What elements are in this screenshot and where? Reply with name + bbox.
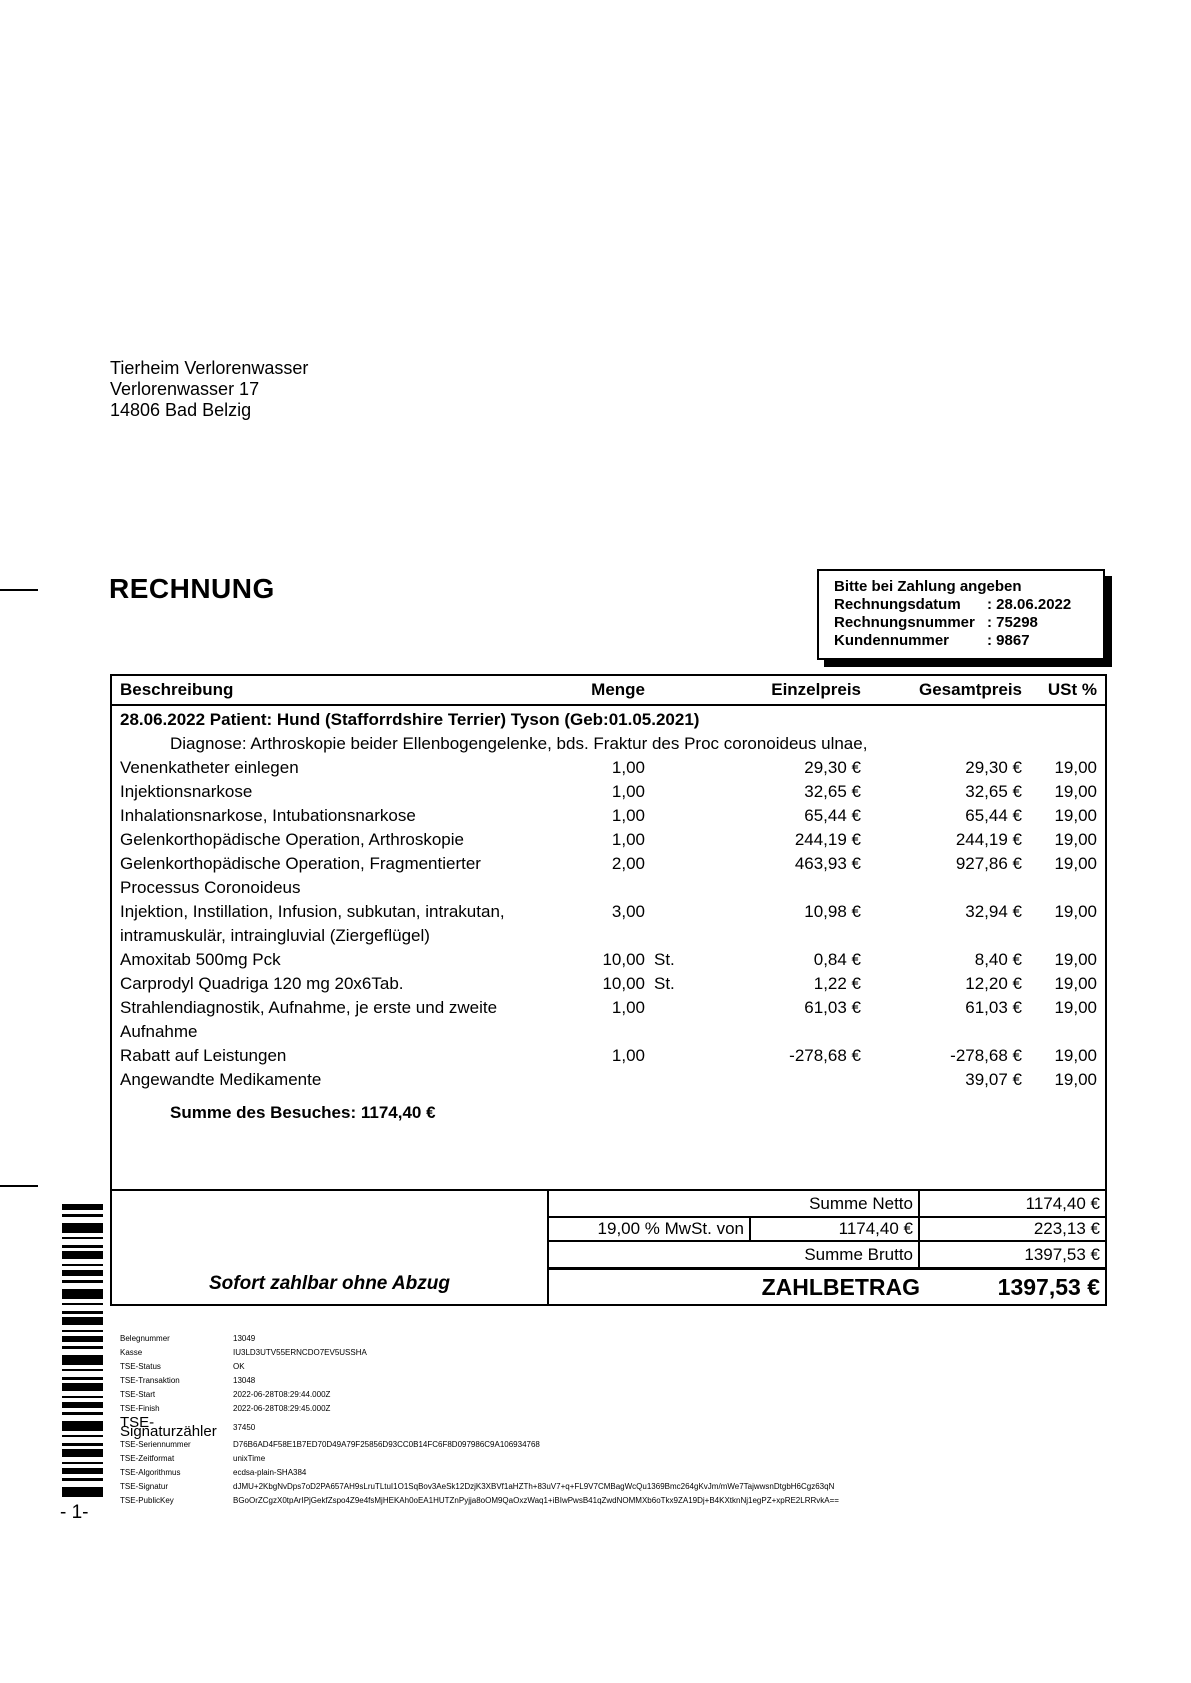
netto-row xyxy=(549,1191,1105,1218)
payment-note: Sofort zahlbar ohne Abzug xyxy=(208,1273,450,1294)
tse-row xyxy=(120,1362,839,1371)
payment-note-cell xyxy=(112,1191,549,1304)
table-row xyxy=(112,972,1105,996)
item-quantity: 3,00 xyxy=(611,902,645,921)
info-value: : 28.06.2022 xyxy=(987,596,1072,613)
header-quantity: Menge xyxy=(591,680,645,699)
zahlbetrag-label: ZAHLBETRAG xyxy=(761,1273,920,1300)
tse-label: TSE-Finish xyxy=(120,1404,160,1413)
sender-name: Tierheim Verlorenwasser xyxy=(110,358,309,378)
item-unit-price: 0,84 € xyxy=(813,950,861,969)
fold-mark-bottom xyxy=(0,1185,38,1187)
table-row xyxy=(112,780,1105,804)
item-unit: St. xyxy=(654,950,675,969)
tse-signature-counter-row xyxy=(120,1414,839,1440)
brutto-row xyxy=(549,1242,1105,1270)
tse-value: dJMU+2KbgNvDps7oD2PA657AH9sLruTLtuI1O1SqBov3AeSk12DzjK3XBVf1aHZTh+83uV7+q+FL9V7CMBagWcQu1369Bmc264gKvJm/mWe7TajwwsnDtgbH6Cgz63qN xyxy=(233,1482,835,1491)
item-vat: 19,00 xyxy=(1054,950,1097,969)
item-total-price: 39,07 € xyxy=(965,1070,1022,1089)
table-row xyxy=(112,828,1105,852)
tse-label: TSE-Signatur xyxy=(120,1482,169,1491)
tse-value: IU3LD3UTV55ERNCDO7EV5USSHA xyxy=(233,1348,367,1357)
tse-value: ecdsa-plain-SHA384 xyxy=(233,1468,307,1477)
item-description: Injektionsnarkose xyxy=(120,782,253,801)
item-unit-price: 29,30 € xyxy=(804,758,861,777)
item-total-price: 8,40 € xyxy=(974,950,1022,969)
tse-row xyxy=(120,1390,839,1399)
mwst-row xyxy=(549,1218,1105,1242)
item-description: Strahlendiagnostik, Aufnahme, je erste und zweite Aufnahme xyxy=(120,998,498,1041)
netto-label: Summe Netto xyxy=(549,1191,920,1216)
table-row xyxy=(112,1044,1105,1068)
tse-value: 13049 xyxy=(233,1334,256,1343)
tse-label: TSE-Seriennummer xyxy=(120,1440,191,1449)
tse-row xyxy=(120,1348,839,1357)
item-description: Gelenkorthopädische Operation, Fragmentierter Processus Coronoideus xyxy=(120,854,481,897)
item-unit-price: 61,03 € xyxy=(804,998,861,1017)
sender-street: Verlorenwasser 17 xyxy=(110,379,260,399)
tse-label: Kasse xyxy=(120,1348,143,1357)
item-total-price: 61,03 € xyxy=(965,998,1022,1017)
tse-row xyxy=(120,1468,839,1477)
item-total-price: 29,30 € xyxy=(965,758,1022,777)
table-row xyxy=(112,996,1105,1044)
page-title: RECHNUNG xyxy=(109,573,275,604)
mwst-value: 223,13 € xyxy=(1033,1219,1100,1238)
tse-row xyxy=(120,1376,839,1385)
item-quantity: 1,00 xyxy=(611,758,645,777)
item-unit: St. xyxy=(654,974,675,993)
tse-row xyxy=(120,1454,839,1463)
tse-value: D76B6AD4F58E1B7ED70D49A79F25856D93CC0B14FC6F8D097986C9A106934768 xyxy=(233,1440,540,1449)
table-row xyxy=(112,900,1105,948)
item-description: Carprodyl Quadriga 120 mg 20x6Tab. xyxy=(120,974,404,993)
totals-section xyxy=(112,1189,1105,1306)
item-unit-price: 1,22 € xyxy=(813,974,861,993)
item-description: Injektion, Instillation, Infusion, subkutan, intrakutan, intramuskulär, intraingluvial (Ziergeflügel) xyxy=(120,902,505,945)
brutto-label: Summe Brutto xyxy=(549,1242,920,1267)
tse-signature-counter-value: 37450 xyxy=(233,1422,256,1432)
table-row xyxy=(112,852,1105,900)
tse-label: TSE-Start xyxy=(120,1390,156,1399)
item-vat: 19,00 xyxy=(1054,854,1097,873)
table-body xyxy=(112,706,1105,1189)
tse-row xyxy=(120,1404,839,1413)
item-unit-price: 32,65 € xyxy=(804,782,861,801)
tse-row xyxy=(120,1440,839,1449)
table-row xyxy=(112,948,1105,972)
tse-label: TSE-Transaktion xyxy=(120,1376,180,1385)
item-vat: 19,00 xyxy=(1054,782,1097,801)
info-label: Rechnungsnummer xyxy=(834,614,975,631)
tse-rows xyxy=(120,1334,839,1413)
item-quantity: 1,00 xyxy=(611,830,645,849)
info-row xyxy=(834,632,1097,650)
header-total-price: Gesamtpreis xyxy=(919,680,1022,699)
item-description: Inhalationsnarkose, Intubationsnarkose xyxy=(120,806,416,825)
info-label: Kundennummer xyxy=(834,632,950,649)
totals-right xyxy=(549,1191,1105,1304)
zahlbetrag-value: 1397,53 € xyxy=(997,1273,1100,1300)
table-row xyxy=(112,804,1105,828)
tse-rows-2 xyxy=(120,1440,839,1505)
item-vat: 19,00 xyxy=(1054,806,1097,825)
item-vat: 19,00 xyxy=(1054,998,1097,1017)
tse-value: 13048 xyxy=(233,1376,256,1385)
tse-block xyxy=(120,1334,839,1510)
tse-signature-counter-label: TSE-Signaturzähler xyxy=(120,1414,217,1440)
diagnosis-line: Diagnose: Arthroskopie beider Ellenbogengelenke, bds. Fraktur des Proc coronoideus ulnae, xyxy=(170,734,868,753)
item-vat: 19,00 xyxy=(1054,830,1097,849)
mwst-base: 1174,40 € xyxy=(751,1218,920,1240)
item-description: Amoxitab 500mg Pck xyxy=(120,950,281,969)
item-total-price: 244,19 € xyxy=(955,830,1022,849)
info-row xyxy=(834,596,1097,614)
sender-address xyxy=(110,358,308,421)
tse-row xyxy=(120,1334,839,1343)
tse-label: TSE-Algorithmus xyxy=(120,1468,181,1477)
tse-value: 2022-06-28T08:29:44.000Z xyxy=(233,1390,331,1399)
item-total-price: -278,68 € xyxy=(950,1046,1022,1065)
item-unit-price: 244,19 € xyxy=(794,830,861,849)
brutto-value: 1397,53 € xyxy=(1024,1244,1100,1264)
item-quantity: 1,00 xyxy=(611,998,645,1017)
info-value: : 75298 xyxy=(987,614,1038,631)
item-description: Gelenkorthopädische Operation, Arthroskopie xyxy=(120,830,464,849)
item-description: Angewandte Medikamente xyxy=(120,1070,322,1089)
tse-value: OK xyxy=(233,1362,245,1371)
item-quantity: 10,00 xyxy=(602,950,645,969)
header-unit-price: Einzelpreis xyxy=(771,680,861,699)
item-total-price: 32,94 € xyxy=(965,902,1022,921)
tse-row xyxy=(120,1482,839,1491)
mwst-label: 19,00 % MwSt. von xyxy=(549,1218,751,1240)
tse-value: unixTime xyxy=(233,1454,266,1463)
item-quantity: 1,00 xyxy=(611,1046,645,1065)
tse-row xyxy=(120,1496,839,1505)
table-row xyxy=(112,756,1105,780)
vertical-barcode xyxy=(62,1204,103,1497)
item-quantity: 1,00 xyxy=(611,806,645,825)
table-header xyxy=(112,674,1105,706)
tse-value: BGoOrZCgzX0tpArIPjGekfZspo4Z9e4fsMjHEKAh0oEA1HUTZnPyjja8oOM9QaOxzWaq1+iBIwPwsB41qZwdNOMMXb6oTkx9ZA19Dj+B4KXtknNj1egPZ+xpRE2LRRvkA== xyxy=(233,1496,839,1505)
item-vat: 19,00 xyxy=(1054,974,1097,993)
item-total-price: 927,86 € xyxy=(955,854,1022,873)
item-vat: 19,00 xyxy=(1054,1046,1097,1065)
item-unit-price: -278,68 € xyxy=(789,1046,861,1065)
info-label: Rechnungsdatum xyxy=(834,596,961,613)
tse-label: Belegnummer xyxy=(120,1334,170,1343)
patient-line: 28.06.2022 Patient: Hund (Stafforrdshire Terrier) Tyson (Geb:01.05.2021) xyxy=(120,710,700,729)
info-box-rows xyxy=(834,596,1097,650)
item-unit-price: 10,98 € xyxy=(804,902,861,921)
header-description: Beschreibung xyxy=(120,680,234,699)
items-table xyxy=(110,674,1107,1306)
item-quantity: 10,00 xyxy=(602,974,645,993)
visit-sum-line: Summe des Besuches: 1174,40 € xyxy=(170,1103,436,1122)
tse-label: TSE-Status xyxy=(120,1362,161,1371)
info-box-heading: Bitte bei Zahlung angeben xyxy=(834,578,1022,595)
fold-mark-top xyxy=(0,589,38,591)
sender-city: 14806 Bad Belzig xyxy=(110,400,252,420)
item-vat: 19,00 xyxy=(1054,902,1097,921)
item-unit-price: 65,44 € xyxy=(804,806,861,825)
item-total-price: 32,65 € xyxy=(965,782,1022,801)
table-row xyxy=(112,1068,1105,1092)
item-description: Venenkatheter einlegen xyxy=(120,758,299,777)
info-value: : 9867 xyxy=(987,632,1030,649)
tse-label: TSE-Zeitformat xyxy=(120,1454,175,1463)
zahlbetrag-row xyxy=(549,1270,1105,1304)
header-vat: USt % xyxy=(1047,680,1097,699)
item-total-price: 12,20 € xyxy=(965,974,1022,993)
tse-value: 2022-06-28T08:29:45.000Z xyxy=(233,1404,331,1413)
item-vat: 19,00 xyxy=(1054,758,1097,777)
payment-reference-box xyxy=(817,569,1105,660)
item-vat: 19,00 xyxy=(1054,1070,1097,1089)
item-quantity: 1,00 xyxy=(611,782,645,801)
tse-label: TSE-PublicKey xyxy=(120,1496,174,1505)
item-total-price: 65,44 € xyxy=(965,806,1022,825)
netto-value: 1174,40 € xyxy=(1025,1193,1100,1213)
info-row xyxy=(834,614,1097,632)
page-number: - 1- xyxy=(60,1502,89,1523)
item-unit-price: 463,93 € xyxy=(794,854,861,873)
item-rows xyxy=(112,756,1105,1092)
item-quantity: 2,00 xyxy=(611,854,645,873)
item-description: Rabatt auf Leistungen xyxy=(120,1046,287,1065)
